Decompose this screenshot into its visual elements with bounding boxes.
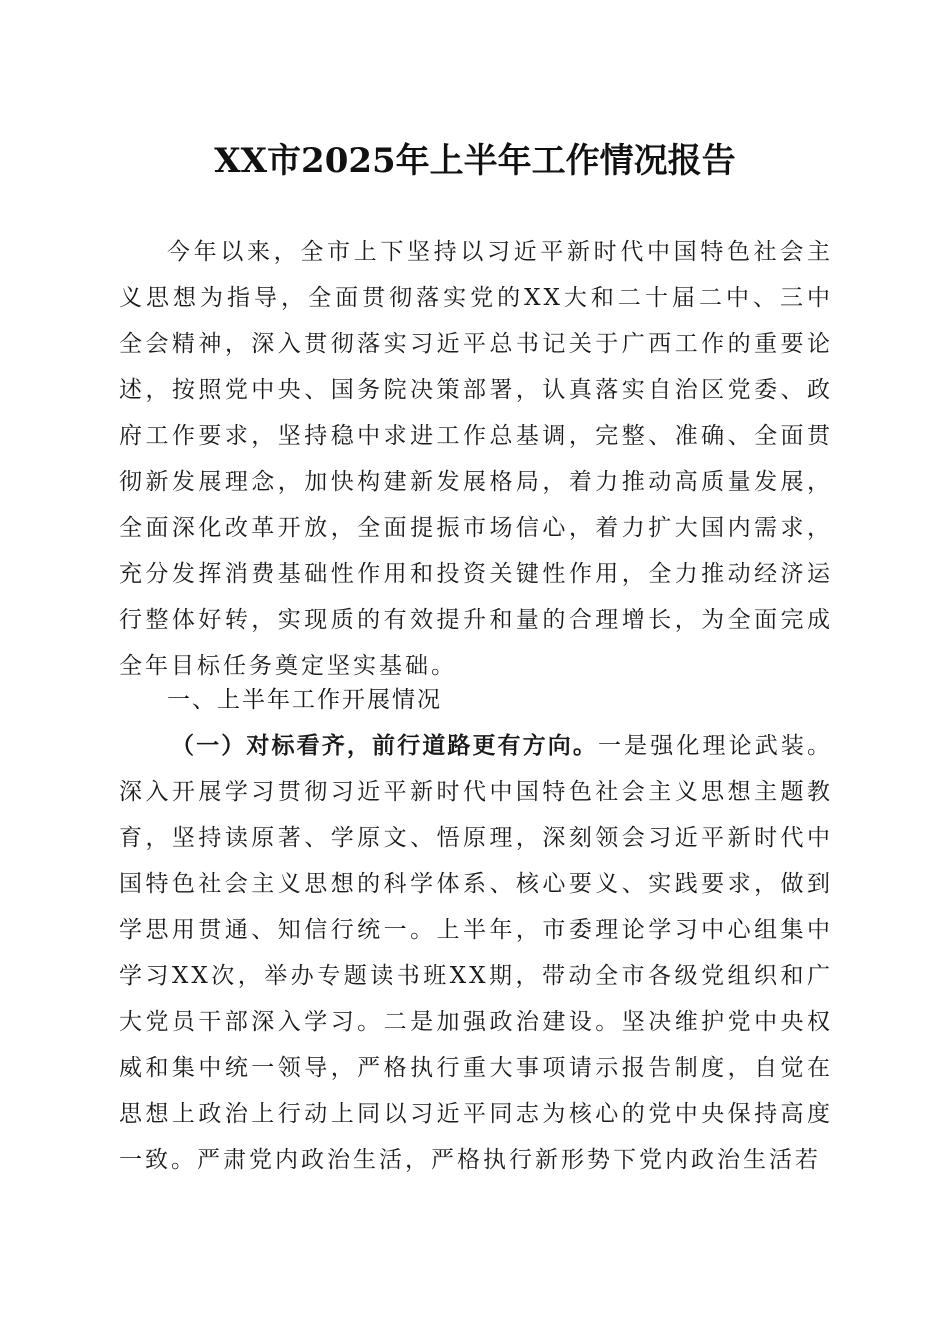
section-paragraph — [119, 723, 833, 1183]
section-paragraph-text: 一是强化理论武装。深入开展学习贯彻习近平新时代中国特色社会主义思想主题教育，坚持读原著、学原文、悟原理，深刻领会习近平新时代中国特色社会主义思想的科学体系、核心要义、实践要求，做到学思用贯通、知信行统一。上半年，市委理论学习中心组集中学习XX次，举办专题读书班XX期，带动全市各级党组织和广大党员干部深入学习。二是加强政治建设。坚决维护党中央权威和集中统一领导，严格执行重大事项请示报告制度，自觉在思想上政治上行动上同以习近平同志为核心的党中央保持高度一致。严肃党内政治生活，严格执行新形势下党内政治生活若 — [119, 733, 834, 1173]
intro-paragraph: 今年以来，全市上下坚持以习近平新时代中国特色社会主义思想为指导，全面贯彻落实党的XX大和二十届二中、三中全会精神，深入贯彻落实习近平总书记关于广西工作的重要论述，按照党中央、国务院决策部署，认真落实自治区党委、政府工作要求，坚持稳中求进工作总基调，完整、准确、全面贯彻新发展理念，加快构建新发展格局，着力推动高质量发展，全面深化改革开放，全面提振市场信心，着力扩大国内需求，充分发挥消费基础性作用和投资关键性作用，全力推动经济运行整体好转，实现质的有效提升和量的合理增长，为全面完成全年目标任务奠定坚实基础。 — [119, 239, 833, 679]
subsection-heading: （一）对标看齐，前行道路更有方向。 — [171, 732, 599, 759]
document-title: XX市2025年上半年工作情况报告 — [214, 141, 736, 181]
section-heading: 一、上半年工作开展情况 — [167, 687, 442, 713]
